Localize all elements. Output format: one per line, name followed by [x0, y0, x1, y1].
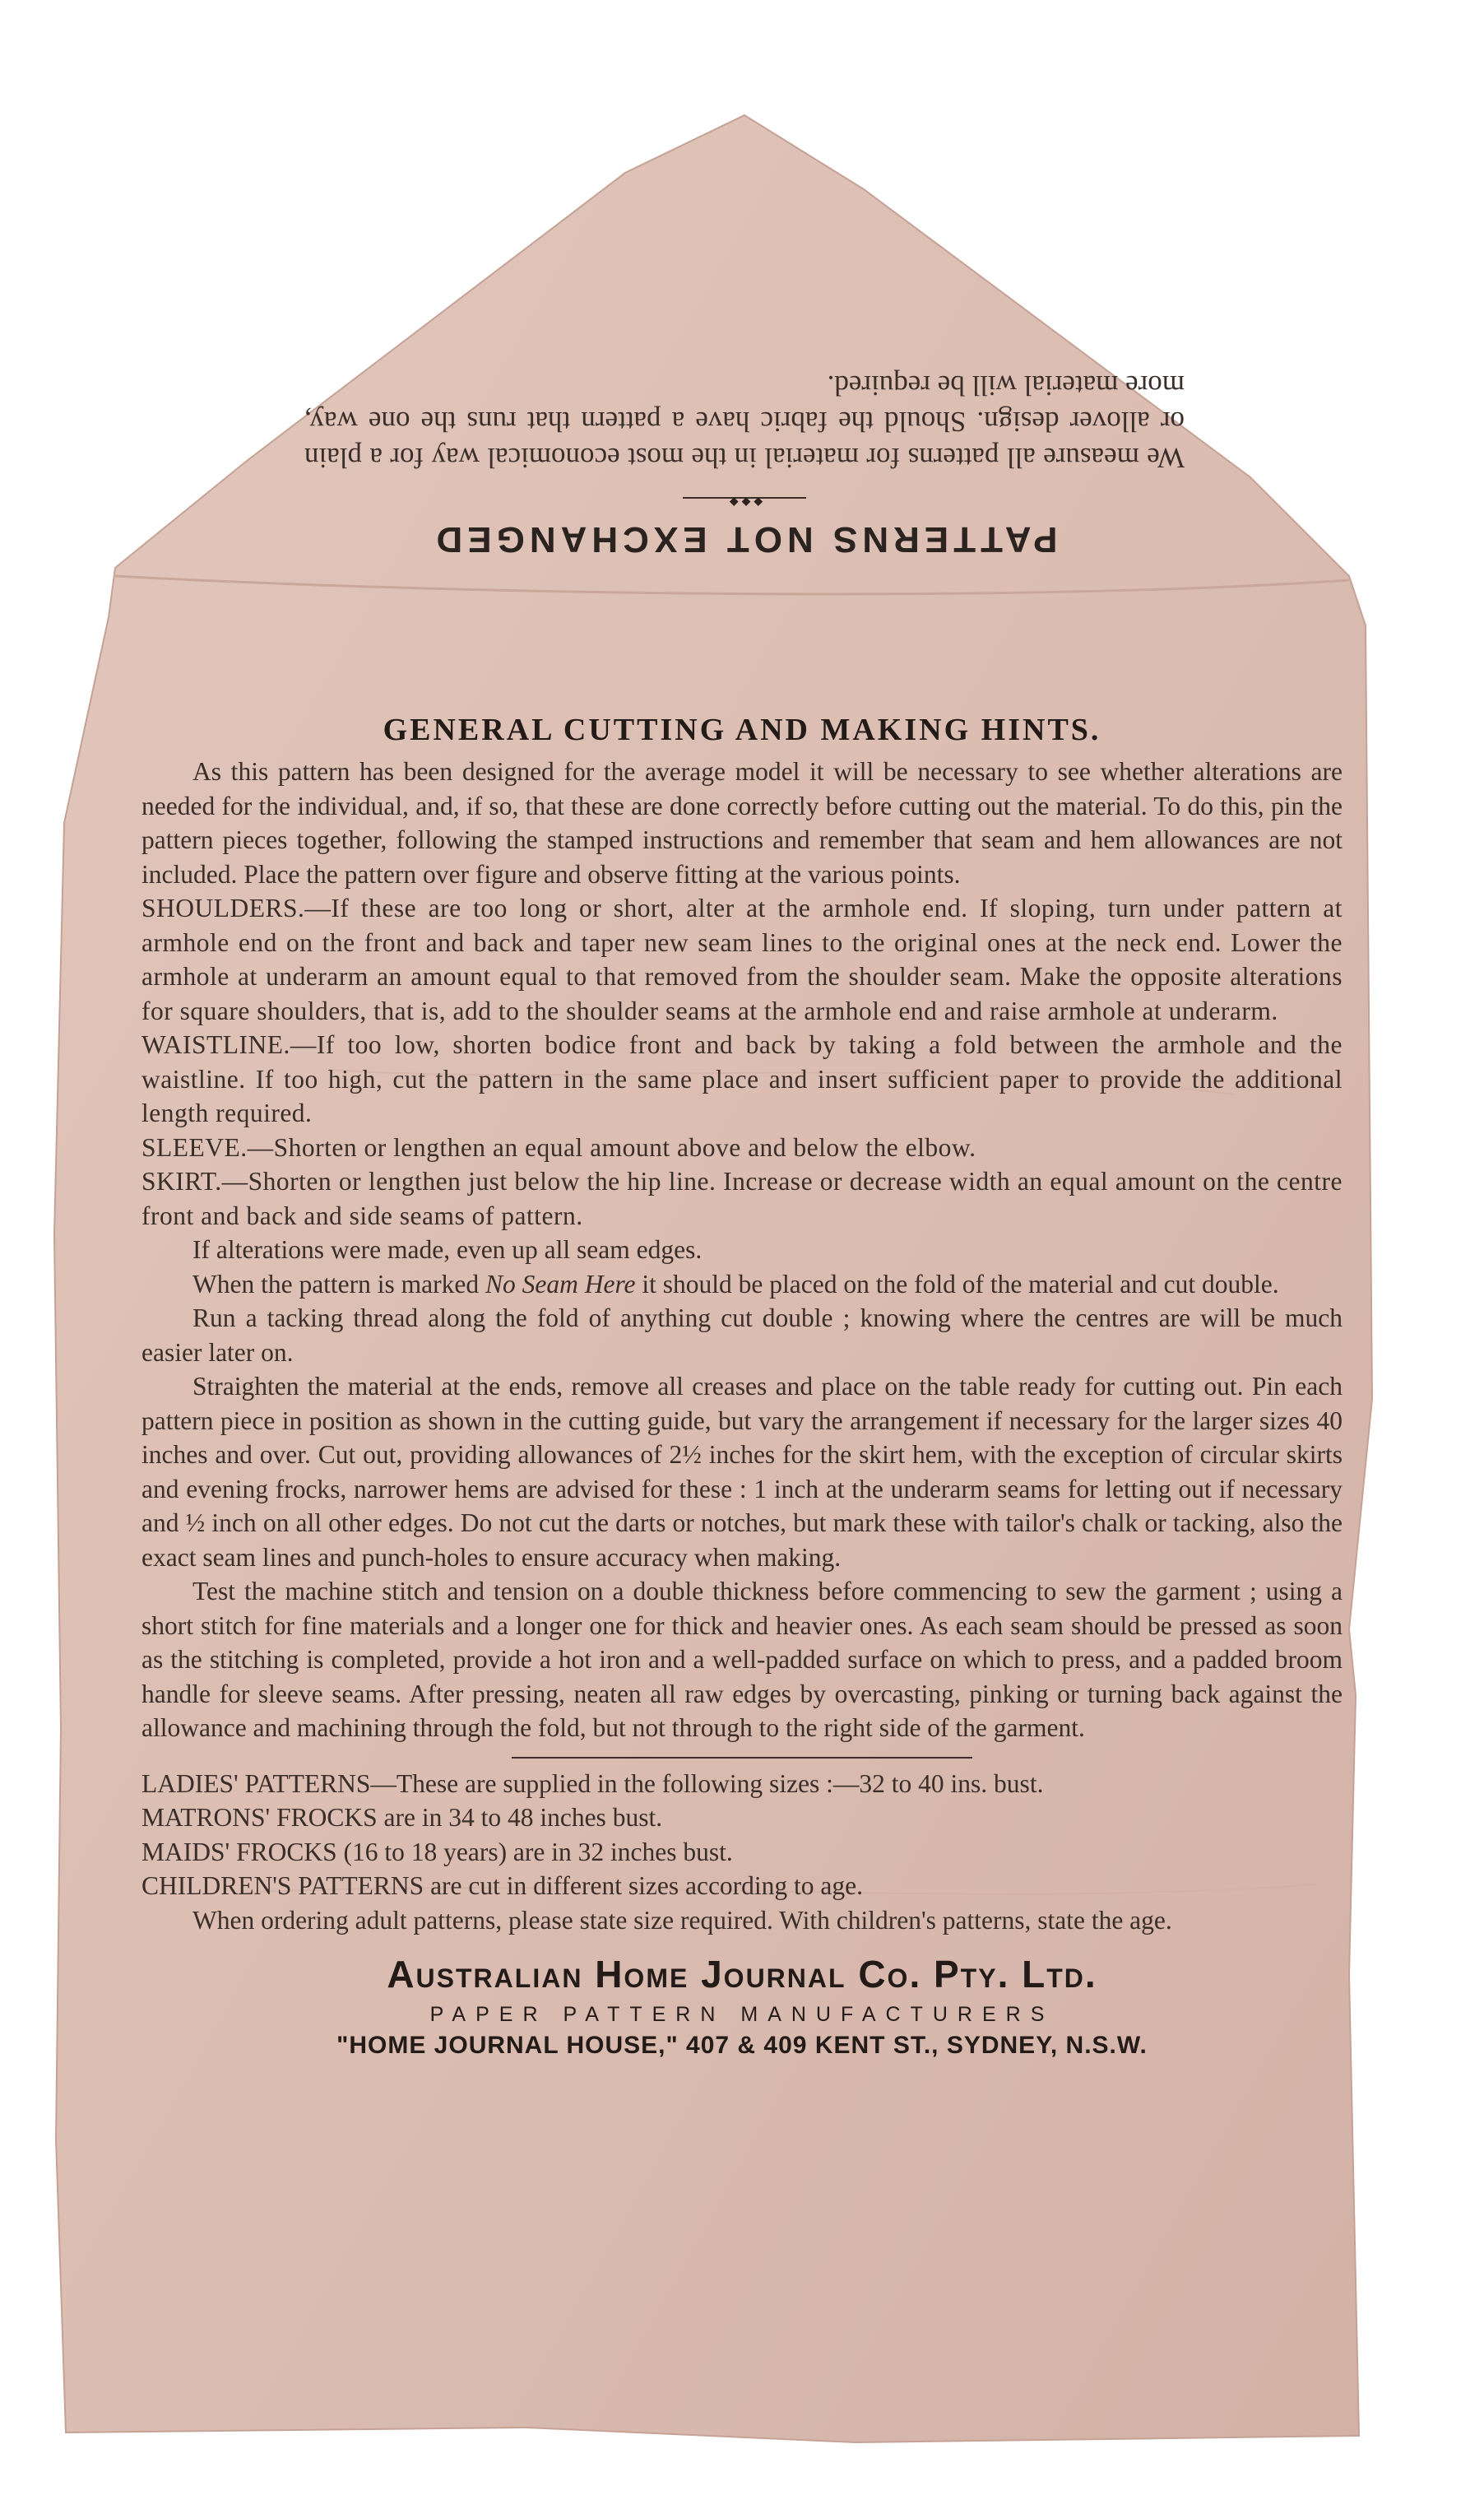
machine-paragraph: Test the machine stitch and tension on a double thickness before commencing to sew the garment ; using a short stitch for fine materials and a longer one for thick and heavier ones. As each seam should be pressed as soon as the stitching is completed, provide a hot iron and a well-padded surface on which to press, and a padded broom handle for sleeve seams. After pressing, neaten all raw edges by overcasting, pinking or turning back against the allowance and machining through the fold, but not through to the right side of the garment. [141, 1577, 1343, 1742]
sizes-children: CHILDREN'S PATTERNS are cut in different sizes according to age. [141, 1871, 864, 1900]
flap-ornament-rule [683, 492, 806, 499]
company-imprint [141, 1952, 1343, 2060]
company-subtitle: PAPER PATTERN MANUFACTURERS [429, 2003, 1055, 2026]
ordering-note: When ordering adult patterns, please state size required. With children's patterns, state the age. [192, 1905, 1172, 1935]
flap-heading: PATTERNS NOT EXCHANGED [431, 519, 1058, 560]
page-title: GENERAL CUTTING AND MAKING HINTS. [383, 713, 1101, 747]
intro-paragraph: As this pattern has been designed for the average model it will be necessary to see whether alterations are needed for the individual, and, if so, that these are done correctly before cutting out the material. To do this, pin the pattern pieces together, following the stamped instructions and remember that seam and hem allowances are not included. Place the pattern over figure and observe fitting at the various points. [141, 757, 1343, 889]
no-seam-text-after: it should be placed on the fold of the material and cut double. [635, 1269, 1279, 1299]
flap-note: We measure all patterns for material in the most economical way for a plain or allover design. Should the fabric have a pattern that runs the one way, more material will be required. [304, 369, 1185, 474]
straighten-paragraph: Straighten the material at the ends, remove all creases and place on the table ready for cutting out. Pin each pattern piece in position as shown in the cutting guide, but vary the arrangement if necessary for the larger sizes 40 inches and over. Cut out, providing allowances of 2½ inches for the skirt hem, with the exception of circular skirts and evening frocks, narrower hems are advised for these : 1 inch at the underarm seams for letting out if necessary and ½ inch on all other edges. Do not cut the darts or notches, but mark these with tailor's chalk or tacking, also the exact seam lines and punch-holes to ensure accuracy when making. [141, 1372, 1343, 1572]
skirt-paragraph: SKIRT.—Shorten or lengthen just below the hip line. Increase or decrease width an equal amount on the centre front and back and side seams of pattern. [141, 1167, 1343, 1230]
sleeve-paragraph: SLEEVE.—Shorten or lengthen an equal amount above and below the elbow. [141, 1132, 976, 1162]
hints-body [141, 712, 1343, 2060]
no-seam-paragraph [141, 1267, 1343, 1302]
sizes-ladies: LADIES' PATTERNS—These are supplied in the following sizes :—32 to 40 ins. bust. [141, 1768, 1044, 1798]
section-divider [512, 1757, 972, 1759]
company-address: "HOME JOURNAL HOUSE," 407 & 409 KENT ST., SYDNEY, N.S.W. [336, 2032, 1148, 2059]
tacking-paragraph: Run a tacking thread along the fold of anything cut double ; knowing where the centres are will be much easier later on. [141, 1303, 1343, 1367]
no-seam-text-before: When the pattern is marked [192, 1269, 485, 1299]
waistline-paragraph: WAISTLINE.—If too low, shorten bodice front and back by taking a fold between the armhole and the waistline. If too high, cut the pattern in the same place and insert sufficient paper to provide the additional length required. [141, 1030, 1343, 1127]
sizes-maids: MAIDS' FROCKS (16 to 18 years) are in 32 inches bust. [141, 1837, 733, 1866]
sizes-matrons: MATRONS' FROCKS are in 34 to 48 inches bust. [141, 1803, 663, 1832]
no-seam-italic: No Seam Here [485, 1269, 636, 1299]
company-name: Australian Home Journal Co. Pty. Ltd. [387, 1953, 1097, 1996]
envelope-flap-text [271, 329, 1217, 560]
shoulders-paragraph: SHOULDERS.—If these are too long or short, alter at the armhole end. If sloping, turn under pattern at armhole end on the front and back and taper new seam lines to the original ones at the neck end. Lower the armhole at underarm an amount equal to that removed from the shoulder seam. Make the opposite alterations for square shoulders, that is, add to the shoulder seams at the armhole end and raise armhole at underarm. [141, 894, 1343, 1025]
alterations-paragraph: If alterations were made, even up all seam edges. [192, 1235, 703, 1264]
